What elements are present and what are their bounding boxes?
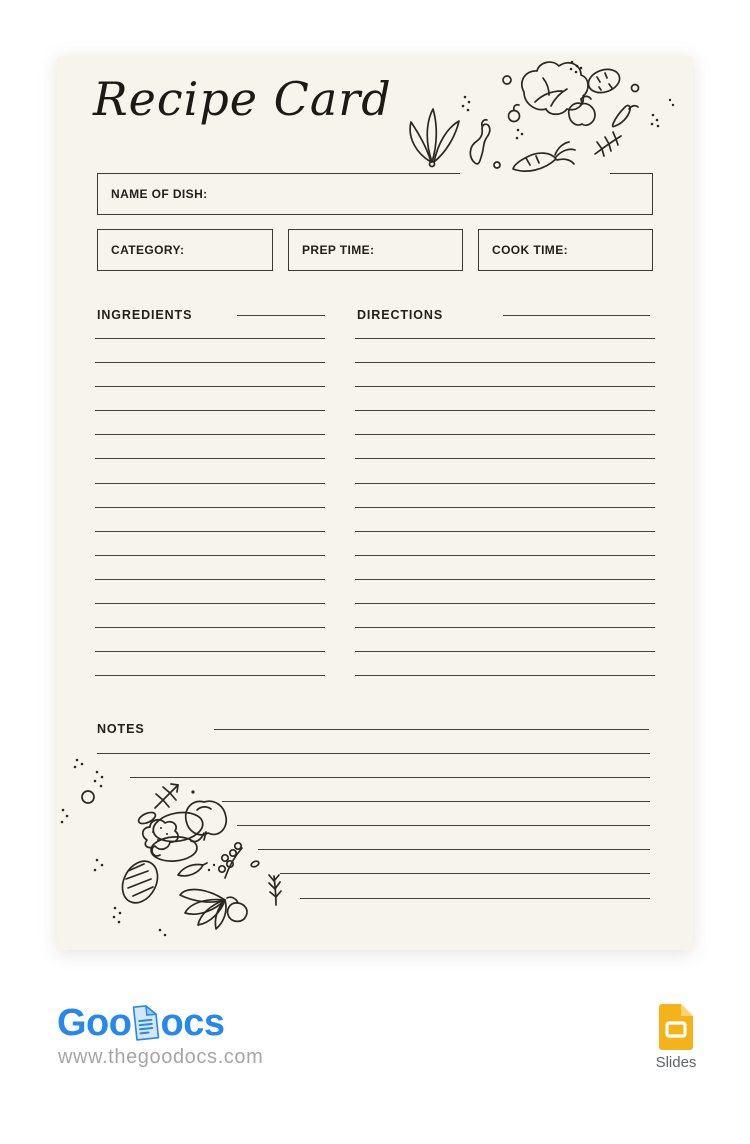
slides-icon [658, 1003, 694, 1050]
ruled-line [95, 458, 325, 459]
notes-heading: NOTES [97, 722, 145, 736]
directions-heading-line [503, 315, 650, 316]
field-label: NAME OF DISH: [111, 187, 208, 201]
ruled-line [130, 777, 650, 778]
notes-lines [95, 753, 650, 899]
goodocs-logo[interactable] [57, 1002, 224, 1045]
ruled-line [222, 801, 650, 802]
ruled-line [355, 458, 655, 459]
field-label: PREP TIME: [302, 243, 375, 257]
ruled-line [95, 483, 325, 484]
field-prep-time [288, 229, 463, 271]
ruled-line [355, 531, 655, 532]
ruled-line [355, 507, 655, 508]
ruled-line [355, 627, 655, 628]
slides-format-badge[interactable] [644, 1003, 708, 1071]
ruled-line [355, 579, 655, 580]
directions-lines [355, 338, 655, 676]
ruled-line [95, 579, 325, 580]
ruled-line [95, 410, 325, 411]
field-label: COOK TIME: [492, 243, 568, 257]
ruled-line [355, 410, 655, 411]
ruled-line [95, 531, 325, 532]
ruled-line [355, 675, 655, 676]
ingredients-lines [95, 338, 325, 676]
ruled-line [95, 386, 325, 387]
ruled-line [95, 362, 325, 363]
brand-url[interactable]: www.thegoodocs.com [58, 1046, 264, 1068]
ruled-line [97, 753, 650, 754]
slides-label: Slides [655, 1054, 697, 1071]
ruled-line [95, 338, 325, 339]
document-icon [131, 1003, 162, 1043]
ruled-line [258, 849, 650, 850]
ruled-line [95, 434, 325, 435]
ruled-line [355, 603, 655, 604]
field-name-of-dish [97, 173, 653, 215]
ruled-line [95, 603, 325, 604]
ruled-line [355, 483, 655, 484]
ruled-line [95, 627, 325, 628]
ruled-line [95, 555, 325, 556]
recipe-card-page [57, 56, 693, 950]
field-label: CATEGORY: [111, 243, 185, 257]
ruled-line [95, 507, 325, 508]
ingredients-heading-line [237, 315, 325, 316]
ruled-line [355, 651, 655, 652]
page-title: Recipe Card [93, 72, 392, 126]
ruled-line [300, 898, 650, 899]
brand-text-ocs: ocs [160, 1002, 225, 1044]
ingredients-heading: INGREDIENTS [97, 308, 193, 322]
ruled-line [95, 651, 325, 652]
ruled-line [237, 825, 650, 826]
brand-text-goo: Goo [57, 1002, 132, 1044]
ruled-line [355, 434, 655, 435]
field-category [97, 229, 273, 271]
ruled-line [280, 873, 650, 874]
ruled-line [95, 675, 325, 676]
vegetable-doodles-icon [389, 58, 677, 186]
ruled-line [355, 555, 655, 556]
directions-heading: DIRECTIONS [357, 308, 444, 322]
ruled-line [355, 362, 655, 363]
field-cook-time [478, 229, 653, 271]
ruled-line [355, 386, 655, 387]
ruled-line [355, 338, 655, 339]
notes-heading-line [214, 729, 649, 730]
